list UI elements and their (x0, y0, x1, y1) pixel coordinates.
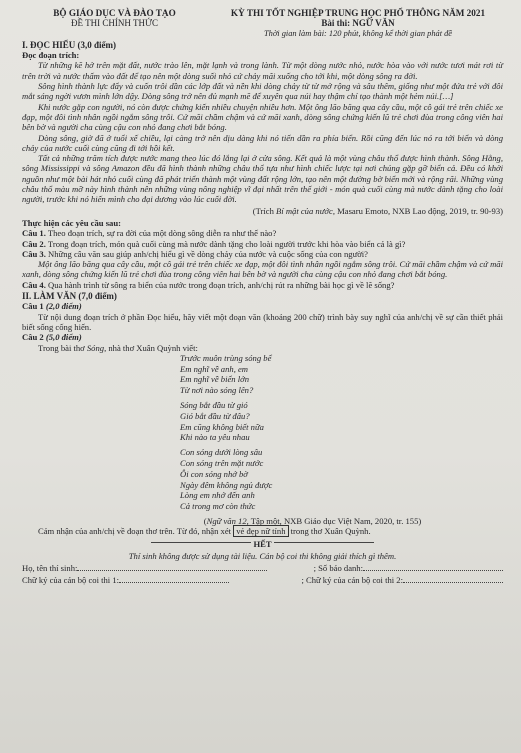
proctor-2-field (301, 575, 503, 585)
essay-2-points: (5,0 điểm) (43, 332, 82, 343)
poem-line: Em cũng không biết nữa (180, 421, 264, 432)
essay-1-points: (2,0 điểm) (43, 301, 82, 312)
question-1-label: Câu 1. (22, 228, 46, 239)
poem-source-title: Ngữ văn 12 (206, 515, 247, 526)
candidate-row (22, 563, 503, 573)
essay-2-intro-a: Trong bài thơ (38, 342, 87, 353)
proctor-1-dots (119, 582, 229, 583)
part1-subtitle: Đọc đoạn trích: (22, 50, 80, 61)
poem-stanza-2 (180, 400, 503, 443)
question-4-text: Qua hành trình từ sông ra biển của nước trong đoạn trích, anh/chị rút ra những bài học gì về lẽ sống? (45, 279, 395, 290)
essay-2-intro (22, 343, 503, 353)
candidate-name-field (22, 563, 267, 573)
question-3-text: Những câu văn sau giúp anh/chị hiểu gì về dòng chảy của nước và cuộc sống của con người? (45, 248, 368, 259)
passage-paragraph-1: Từ những kẽ hở trên mặt đất, nước trào lên, mặt lạnh và trong lành. Từ một dòng nước nhỏ, nước hòa vào với nước tươi mát rơi từ trên trời và nước thấm vào đất để tạo nên một dòng suối nhỏ cứ chảy mãi xuống cho tới khi, một dòng sông ra đời. (22, 60, 503, 81)
essay-2-heading (22, 332, 503, 342)
essay-2-intro-b: , nhà thơ Xuân Quỳnh viết: (104, 342, 198, 353)
essay-2-task (22, 526, 503, 536)
proctor-1-label: Chữ ký của cán bộ coi thi 1: (22, 575, 120, 586)
handdrawn-box-highlight: vẻ đẹp nữ tính (233, 525, 288, 537)
poem-line: Con sóng trên mặt nước (180, 457, 264, 468)
candidate-name-label: Họ, tên thí sinh: (22, 563, 78, 574)
question-2-text: Trong đoạn trích, món quà cuối cùng mà nước dành tặng cho loài người trước khi hòa vào biển cả là gì? (45, 238, 406, 249)
essay-1-label: Câu 1 (22, 301, 44, 312)
proctor-2-label: ; Chữ ký của cán bộ coi thi 2: (301, 575, 403, 586)
exam-subject: Bài thi: NGỮ VĂN (321, 18, 395, 29)
part1-title: I. ĐỌC HIỂU (3,0 điểm) (22, 39, 116, 50)
proctor-2-dots (403, 582, 503, 583)
passage-paragraph-5: Tất cả những trăm tích được nước mang theo lúc đó lắng lại ở cửa sông. Kết quả là một vùng châu thổ được hình thành. Sông Hằng, sông Mississippi và sông Amazon đều đã hình thành những châu thổ tựa như hình chiếc lược tại nơi chúng gặp gỡ biển cả. Đều có khởi nguồn như một bài hát nhỏ cuối cùng đã phát triển thành một vùng đất rộng lớn, tạo nên một đường bờ biển mới và rộng rãi. Những vùng châu thổ màu mỡ này hình thành nên những vùng nông nghiệp vĩ đại nhất trên thế giới - món quà cuối cùng mà nước dành tặng cho loài người, trước khi nó hiến mình cho đại dương vào lúc cuối đời. (22, 153, 503, 205)
poem-line: Em nghĩ về anh, em (180, 363, 249, 374)
question-3 (22, 249, 503, 259)
poem-line: Khi nào ta yêu nhau (180, 432, 250, 443)
question-3-quote: Một ông lão băng qua cây cầu, một cô gái trẻ trên chiếc xe đạp, một đôi tình nhân ngồi ngắm sông trôi. Cứ mãi chầm chậm và cứ mãi xanh, dòng sông chứng kiến lũ trẻ chơi đùa trong công viên hai bên bờ và người cha cùng cậu con nhỏ đang chơi bắt bóng. (22, 259, 503, 280)
passage-source (22, 206, 503, 216)
question-4-label: Câu 4. (22, 279, 46, 290)
poem-stanza-1 (180, 353, 503, 396)
essay-2-label: Câu 2 (22, 332, 44, 343)
question-3-label: Câu 3. (22, 248, 46, 259)
poem-source (122, 516, 503, 526)
exam-header (22, 8, 503, 39)
question-1-text: Theo đoạn trích, sự ra đời của một dòng sông diễn ra như thế nào? (45, 228, 277, 239)
poem-line: Con sóng dưới lòng sâu (180, 447, 263, 458)
poem-source-rest: , Tập một, NXB Giáo dục Việt Nam, 2020, tr. 155) (246, 515, 422, 526)
poem-line: Sóng bắt đầu từ gió (180, 399, 248, 410)
requirements-title: Thực hiện các yêu cầu sau: (22, 217, 121, 228)
footer-note: Thí sinh không được sử dụng tài liệu. Cán bộ coi thi không giải thích gì thêm. (128, 550, 397, 561)
poem-line: Ngày đêm không ngủ được (180, 479, 273, 490)
question-4 (22, 280, 503, 290)
signature-row (22, 575, 503, 585)
passage-paragraph-2: Sông hình thành lực đẩy và cuốn trôi dần các lớp đất và nền khi dòng chảy từ từ mở rộng và sâu thêm, giống như một đứa trẻ với đôi mắt sáng ngời vươn mình lớn dậy. Dòng sông trở nên đủ mạnh mẽ để xuyên qua núi hay thậm chí tạo thành một hẻm núi.[…] (22, 81, 503, 102)
candidate-id-field (314, 563, 503, 573)
header-right (213, 8, 503, 39)
poem-excerpt (180, 353, 503, 512)
question-2-label: Câu 2. (22, 238, 46, 249)
essay-2-task-a: Cảm nhận của anh/chị về đoạn thơ trên. Từ đó, nhận xét (38, 526, 234, 537)
question-1 (22, 228, 503, 238)
poem-line: Cả trong mơ còn thức (180, 501, 256, 512)
poem-line: Từ nơi nào sóng lên? (180, 385, 254, 396)
poem-stanza-3 (180, 447, 503, 512)
source-book-title: Bí mật của nước (276, 205, 333, 216)
poem-line: Trước muôn trùng sóng bể (180, 352, 272, 363)
end-rule-left (151, 542, 251, 543)
poem-line: Lòng em nhớ đến anh (180, 490, 255, 501)
end-label: HẾT (253, 538, 272, 549)
proctor-1-field (22, 575, 229, 585)
essay-2-task-b: trong thơ Xuân Quỳnh. (288, 526, 371, 537)
question-2 (22, 239, 503, 249)
header-left (22, 8, 207, 39)
exam-time: Thời gian làm bài: 120 phút, không kể thời gian phát đề (263, 28, 453, 38)
poem-source-lead: ( (203, 515, 207, 526)
passage-paragraph-3: Khi nước gặp con người, nó còn được chứng kiến nhiều chuyện nhiều hơn. Một ông lão băng qua cây cầu, một cô gái trẻ trên chiếc xe đạp, một đôi tình nhân ngồi ngắm sông trôi. Cứ mãi chầm chậm và cứ mãi xanh, dòng sông chứng kiến lũ trẻ chơi đùa trong công viên hai bên bờ và người cha cùng cậu con nhỏ đang chơi bắt bóng. (22, 101, 503, 133)
candidate-id-dots (363, 570, 503, 571)
candidate-name-dots (77, 570, 267, 571)
source-lead: (Trích (252, 205, 277, 216)
end-rule-right (274, 542, 374, 543)
exam-title: KỲ THI TỐT NGHIỆP TRUNG HỌC PHỔ THÔNG NĂM 2021 (230, 8, 486, 18)
part2-title: II. LÀM VĂN (7,0 điểm) (22, 291, 117, 302)
source-rest: , Masaru Emoto, NXB Lao động, 2019, tr. 90-93) (332, 205, 503, 216)
poem-title: Sóng (86, 342, 105, 353)
ministry-name: BỘ GIÁO DỤC VÀ ĐÀO TẠO (53, 8, 176, 18)
poem-line: Ôi con sóng nhớ bờ (180, 468, 248, 479)
candidate-id-label: ; Số báo danh: (313, 563, 363, 574)
poem-line: Em nghĩ về biển lớn (180, 374, 250, 385)
essay-1-text: Từ nội dung đoạn trích ở phần Đọc hiểu, hãy viết một đoạn văn (khoảng 200 chữ) trình bày suy nghĩ của anh/chị về sự cần thiết phải biết sống cống hiến. (22, 311, 503, 332)
end-marker (22, 539, 503, 549)
official-exam-label: ĐỀ THI CHÍNH THỨC (71, 18, 158, 29)
essay-1-heading (22, 301, 503, 311)
poem-line: Gió bắt đầu từ đâu? (180, 410, 250, 421)
passage-paragraph-4: Dòng sông, giờ đã ở tuổi xế chiều, lại càng trở nên dịu dàng khi nó tiến dần ra phía biển. Rồi cũng đến lúc nó ra tới biển và dòng chảy của nước cuối cùng cũng đi tới hồi kết. (22, 132, 503, 153)
